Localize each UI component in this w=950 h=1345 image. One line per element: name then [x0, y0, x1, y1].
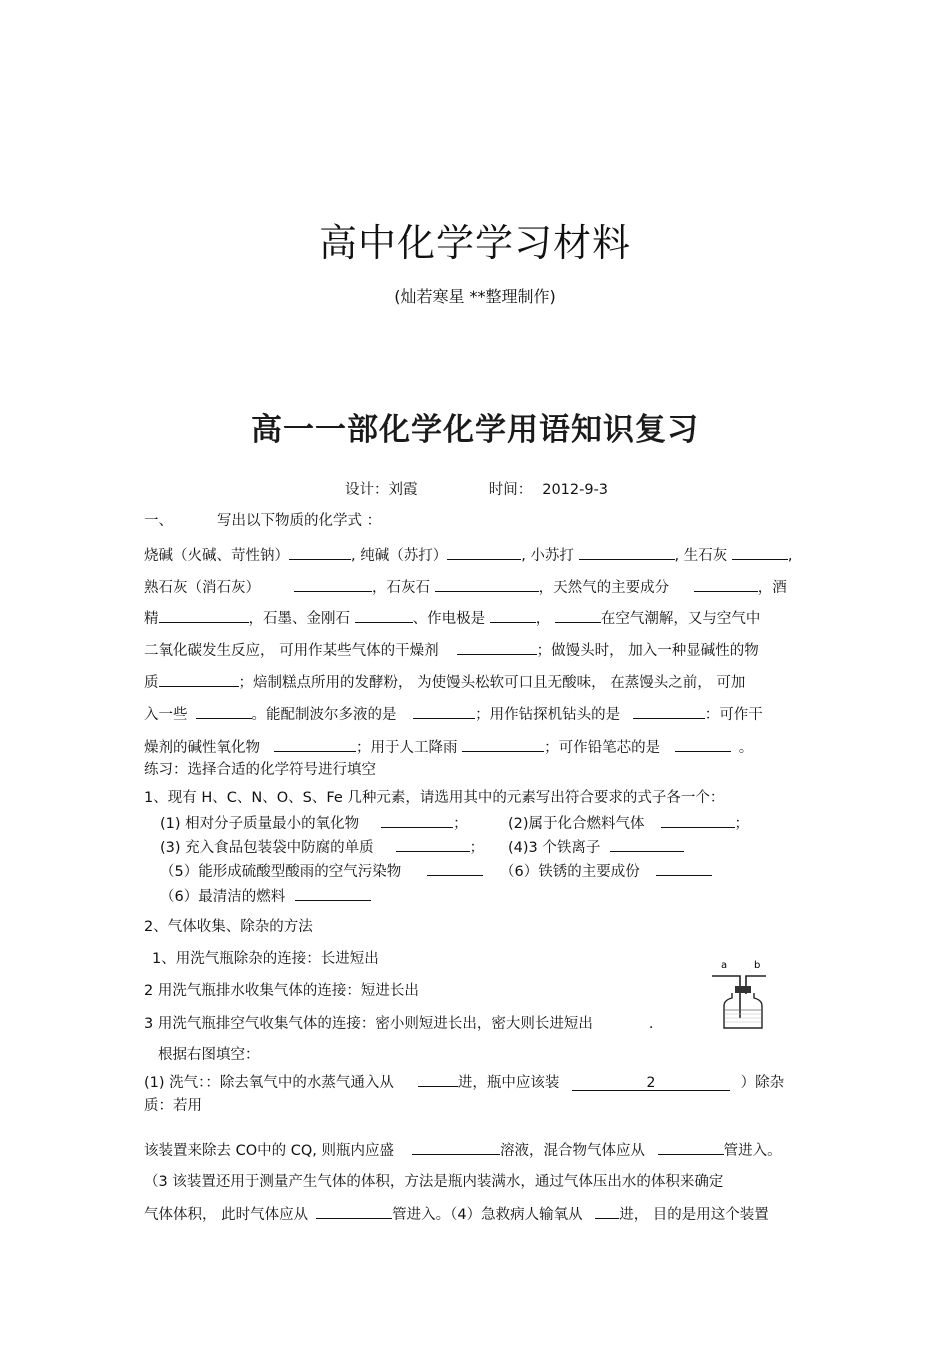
text-segment: ；焙制糕点所用的发酵粉， 为使馒头松软可口且无酸味， 在蒸馒头之前， 可加 [238, 675, 746, 691]
q2-wash-line-2: 质：若用 [144, 1098, 202, 1114]
answer-blank[interactable] [694, 577, 758, 592]
q2-wash-line-3 [144, 1140, 782, 1161]
answer-blank[interactable] [413, 704, 475, 719]
designer-label: 设计： [345, 482, 389, 498]
practice-intro: 1、现有 H、C、N、O、S、Fe 几种元素，请选用其中的元素写出符合要求的式子各一个： [144, 790, 725, 806]
text-segment: ，石灰石 [372, 580, 430, 596]
text-segment: , 纯碱（苏打） [351, 548, 448, 564]
answer-blank[interactable] [675, 737, 731, 752]
text-segment: 精 [144, 611, 159, 627]
text-segment: ；用作钻探机钻头的是 [475, 707, 621, 723]
text-segment: , [787, 548, 793, 564]
text-segment: 在空气潮解，又与空气中 [600, 611, 761, 627]
text-segment: 气体体积， 此时气体应从 [144, 1207, 309, 1223]
text-segment: 管进入。 [723, 1143, 782, 1159]
practice-item-7 [160, 886, 371, 907]
q1-line-1 [144, 545, 792, 566]
text-segment: ；可作铅笔芯的是 [544, 740, 661, 756]
q2-method-1: 1、用洗气瓶除杂的连接：长进短出 [152, 951, 379, 967]
practice-item-4 [508, 837, 684, 858]
answer-blank[interactable] [159, 672, 239, 687]
answer-blank[interactable] [355, 608, 413, 623]
practice-item-6 [500, 861, 712, 882]
q1-line-7 [144, 737, 753, 758]
answer-blank[interactable] [381, 813, 453, 828]
answer-blank[interactable] [555, 608, 601, 623]
answer-blank[interactable] [633, 704, 705, 719]
text-segment: ； [469, 840, 485, 856]
designer-name: 刘霞 [388, 482, 418, 498]
text-segment: ，酒 [757, 580, 787, 596]
text-segment: (1) 洗气：：除去氧气中的水蒸气通入从 [144, 1075, 394, 1091]
text-segment: 3 用洗气瓶排空气收集气体的连接：密小则短进长出，密大则长进短出 [144, 1016, 593, 1032]
q1-line-2 [144, 577, 787, 598]
practice-item-1 [160, 813, 468, 834]
answer-blank[interactable] [656, 861, 712, 876]
stopper [735, 986, 751, 993]
text-segment: （6）铁锈的主要成份 [500, 864, 640, 880]
text-segment: 熟石灰（消石灰） [144, 580, 260, 596]
text-segment: ；做馒头时， 加入一种显碱性的物 [536, 643, 759, 659]
answer-blank[interactable] [295, 886, 371, 901]
text-segment: （6）最清洁的燃料 [160, 889, 286, 905]
text-segment: ，石墨、金刚石 [248, 611, 350, 627]
answer-blank[interactable] [435, 577, 539, 592]
answer-blank[interactable] [658, 1140, 724, 1155]
text-segment: . [648, 1016, 654, 1032]
answer-blank[interactable] [316, 1204, 392, 1219]
answer-blank[interactable] [294, 577, 372, 592]
tube-b-label: b [754, 960, 761, 971]
text-segment: 二氧化碳发生反应， 可用作某些气体的干燥剂 [144, 643, 439, 659]
q1-line-4 [144, 640, 759, 661]
text-segment: （5）能形成硫酸型酸雨的空气污染物 [160, 864, 402, 880]
page-subtitle: (灿若寒星 **整理制作) [394, 287, 556, 306]
q1-line-3 [144, 608, 760, 629]
text-segment: 、作电极是 [412, 611, 486, 627]
answer-blank[interactable] [159, 608, 249, 623]
answer-blank[interactable] [595, 1204, 619, 1219]
q2-measure-line: （3 该装置还用于测量产生气体的体积，方法是瓶内装满水，通过气体压出水的体积来确定 [144, 1174, 724, 1190]
practice-heading: 练习：选择合适的化学符号进行填空 [144, 762, 376, 778]
practice-item-5 [160, 861, 483, 882]
text-segment: 进， 目的是用这个装置 [619, 1207, 769, 1223]
text-segment: (2)属于化合燃料气体 [508, 816, 645, 832]
gas-bottle-figure [706, 958, 772, 1030]
section-title: 高一一部化学化学用语知识复习 [251, 412, 699, 448]
q2-heading: 2、气体收集、除杂的方法 [144, 919, 313, 935]
text-segment: ； [734, 816, 750, 832]
q1-heading [144, 511, 381, 531]
answer-blank[interactable] [462, 737, 544, 752]
doc-meta [345, 480, 608, 500]
q2-wash-line-1 [144, 1072, 784, 1093]
practice-item-3 [160, 837, 484, 858]
answer-blank[interactable] [412, 1140, 500, 1155]
q2-method-3 [144, 1014, 653, 1034]
q2-method-2: 2 用洗气瓶排水收集气体的连接：短进长出 [144, 983, 419, 999]
text-segment: ）除杂 [740, 1075, 785, 1091]
text-segment: , 生石灰 [674, 548, 728, 564]
answer-blank[interactable] [457, 640, 537, 655]
answer-blank[interactable] [610, 837, 684, 852]
long-tube [712, 976, 740, 1018]
text-segment: (4)3 个铁离子 [508, 840, 601, 856]
answer-blank-filled[interactable]: 2 [572, 1076, 730, 1091]
q1-line-6 [144, 704, 763, 725]
q2-measure-line-2 [144, 1204, 769, 1225]
tube-a-label: a [721, 960, 728, 971]
text-segment: (3) 充入食品包装袋中防腐的单质 [160, 840, 374, 856]
answer-blank[interactable] [447, 545, 521, 560]
text-segment: 质 [144, 675, 159, 691]
time-value: 2012-9-3 [542, 482, 609, 498]
text-segment: ； [453, 816, 468, 832]
fill-hint: 根据右图填空： [158, 1047, 260, 1063]
bottle-outline [724, 993, 762, 1028]
text-segment: 烧碱（火碱、苛性钠） [144, 548, 289, 564]
answer-blank[interactable] [196, 704, 252, 719]
text-segment: (1) 相对分子质量最小的氧化物 [160, 816, 360, 832]
answer-blank[interactable] [289, 545, 351, 560]
answer-blank[interactable] [427, 861, 483, 876]
time-label: 时间： [488, 482, 533, 498]
text-segment: 进，瓶中应该装 [457, 1075, 560, 1091]
answer-blank[interactable] [579, 545, 675, 560]
answer-blank[interactable] [490, 608, 536, 623]
answer-blank[interactable] [274, 737, 356, 752]
text-segment: ，天然气的主要成分 [538, 580, 670, 596]
answer-blank[interactable] [732, 545, 788, 560]
answer-blank[interactable] [396, 837, 470, 852]
page-title: 高中化学学习材料 [318, 221, 631, 265]
text-segment: 溶液，混合物气体应从 [500, 1143, 646, 1159]
answer-blank[interactable] [418, 1072, 458, 1087]
text-segment: ：可作干 [704, 707, 763, 723]
q1-heading-text: 写出以下物质的化学式 ： [217, 513, 382, 529]
text-segment: 管进入。（4）急救病人输氧从 [392, 1207, 583, 1223]
water-hatching [725, 1014, 761, 1022]
practice-item-2 [508, 813, 749, 834]
text-segment: ；用于人工降雨 [356, 740, 458, 756]
q1-number: 一、 [144, 513, 173, 529]
text-segment: , 小苏打 [521, 548, 574, 564]
q1-line-5 [144, 672, 745, 693]
text-segment: 。能配制波尔多液的是 [251, 707, 397, 723]
text-segment: 燥剂的碱性氧化物 [144, 740, 260, 756]
text-segment: 该装置来除去 CO中的 CQ, 则瓶内应盛 [144, 1143, 395, 1159]
text-segment: 入一些 [144, 707, 188, 723]
text-segment: ， [535, 611, 551, 627]
answer-blank[interactable] [661, 813, 735, 828]
text-segment: 。 [738, 740, 754, 756]
